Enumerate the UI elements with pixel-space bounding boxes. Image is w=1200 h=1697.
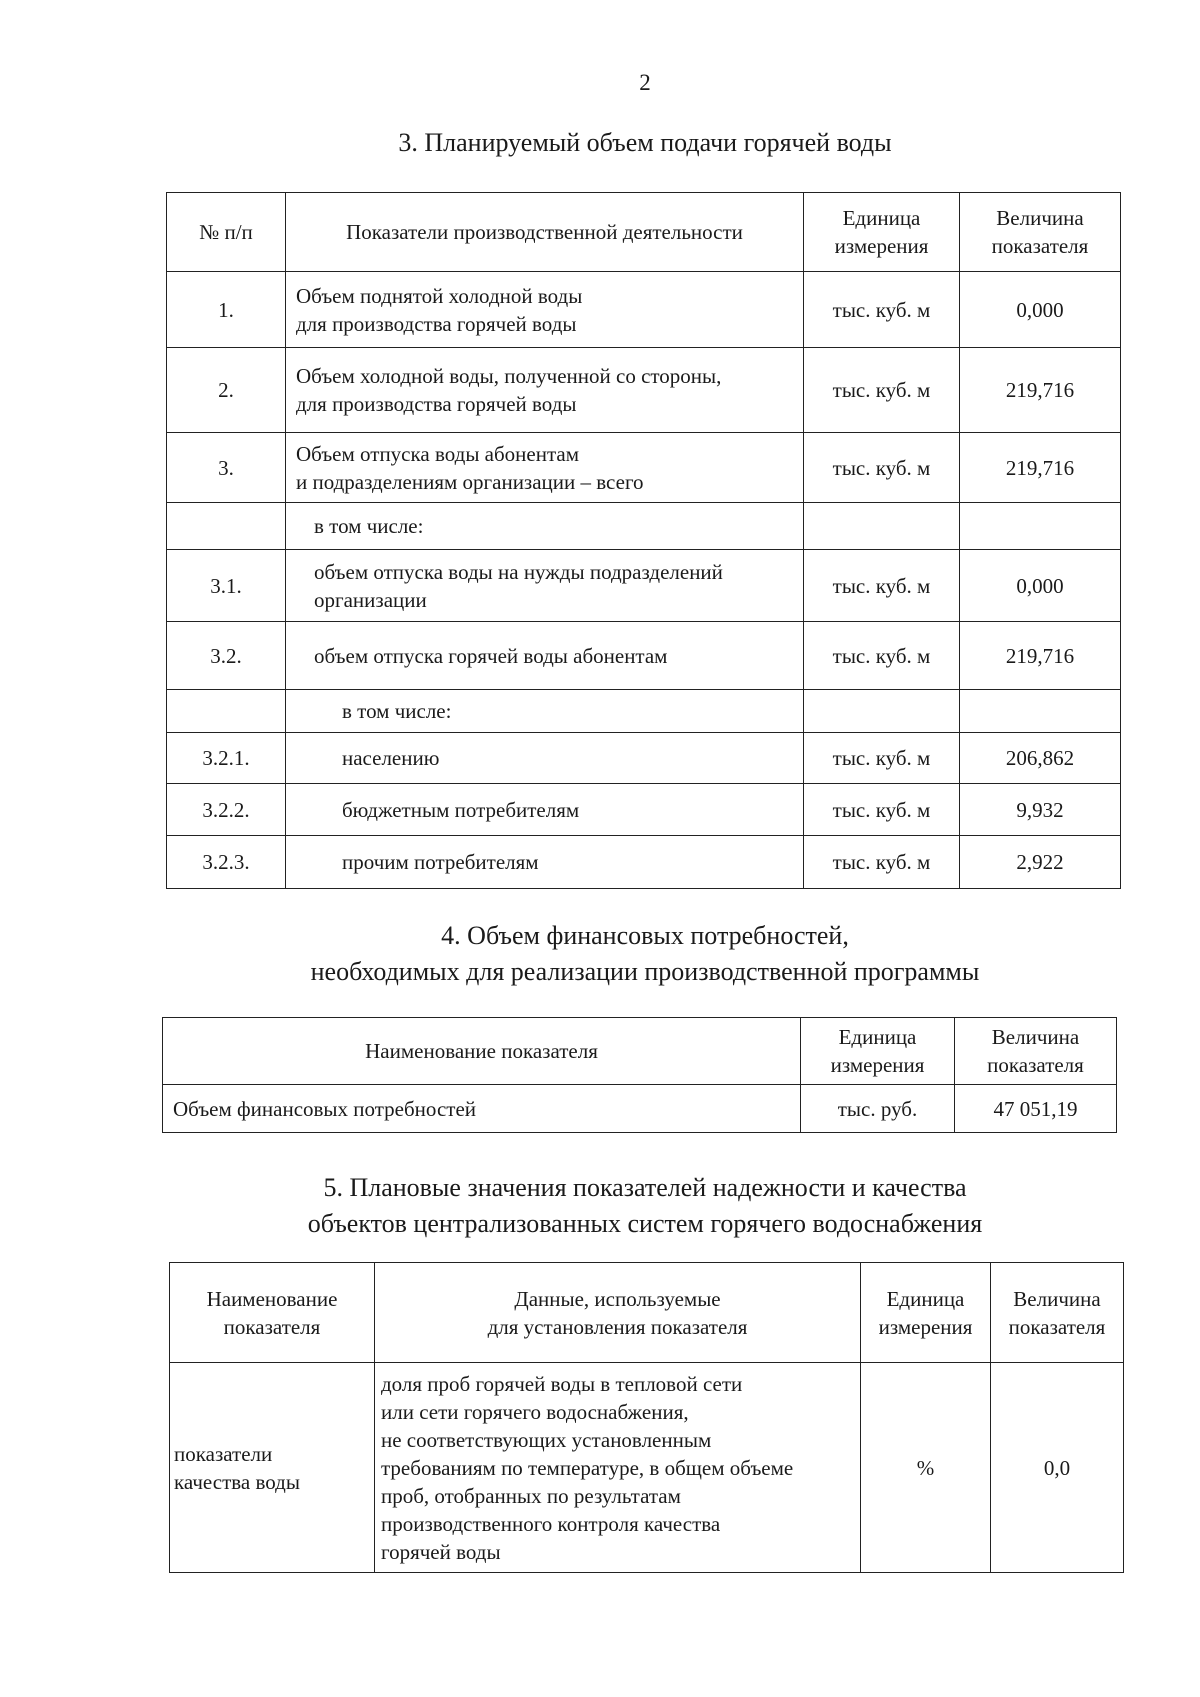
row-indicator: в том числе: [286,690,804,733]
row-num: 3.2.3. [167,836,286,889]
row-unit: тыс. куб. м [804,272,960,348]
table-row [167,348,1121,433]
row-num: 3.1. [167,550,286,622]
header-value-line2: показателя [991,234,1089,258]
row-indicator: прочим потребителям [286,836,804,889]
row-num: 3.2.1. [167,733,286,784]
header-value [960,193,1121,272]
row-indicator: в том числе: [286,503,804,550]
header-data [375,1263,861,1363]
row-data-line: горячей воды [381,1539,501,1564]
header-num: № п/п [167,193,286,272]
row-data-line: или сети горячего водоснабжения, [381,1399,689,1424]
header-value-line1: Величина [996,206,1084,230]
row-unit: тыс. куб. м [804,622,960,690]
reliability-quality-table [169,1262,1124,1573]
row-data-line: требованиям по температуре, в общем объеме [381,1455,794,1480]
row-value [960,503,1121,550]
table-header-row [163,1018,1117,1085]
row-name [170,1363,375,1573]
header-value [955,1018,1117,1085]
row-value: 219,716 [960,622,1121,690]
row-indicator: объем отпуска горячей воды абонентам [286,622,804,690]
row-value: 9,932 [960,784,1121,836]
row-indicator: бюджетным потребителям [286,784,804,836]
table-row [167,690,1121,733]
header-indicator: Показатели производственной деятельности [286,193,804,272]
row-indicator: населению [286,733,804,784]
header-unit [804,193,960,272]
row-unit: % [861,1363,991,1573]
table-row [167,836,1121,889]
row-num [167,690,286,733]
header-unit-line1: Единица [886,1286,965,1311]
table-row [163,1085,1117,1133]
row-unit: тыс. куб. м [804,836,960,889]
header-value-line1: Величина [991,1025,1080,1049]
row-value: 219,716 [960,433,1121,503]
header-unit-line1: Единица [842,206,921,230]
header-data-line2: для установления показателя [487,1314,748,1339]
header-unit-line2: измерения [830,1053,925,1077]
page-number: 2 [639,70,651,95]
row-value: 0,000 [960,550,1121,622]
header-value [991,1263,1124,1363]
table-row [167,733,1121,784]
row-unit: тыс. куб. м [804,733,960,784]
row-unit: тыс. куб. м [804,784,960,836]
financial-needs-table [162,1017,1117,1133]
section-5-title [160,1170,1130,1242]
row-unit: тыс. куб. м [804,550,960,622]
header-name: Наименование показателя [163,1018,801,1085]
section-5-title-line1: 5. Плановые значения показателей надежности и качества [323,1173,967,1202]
table-row [167,503,1121,550]
row-value: 219,716 [960,348,1121,433]
row-value: 0,000 [960,272,1121,348]
row-indicator-line2: и подразделениям организации – всего [296,469,644,494]
row-num: 3.2.2. [167,784,286,836]
header-unit-line2: измерения [878,1314,973,1339]
header-name [170,1263,375,1363]
row-value: 0,0 [991,1363,1124,1573]
hot-water-supply-table [166,192,1121,889]
row-indicator-line1: Объем отпуска воды абонентам [296,441,580,466]
row-value: 206,862 [960,733,1121,784]
row-indicator [286,348,804,433]
section-5-title-line2: объектов централизованных систем горячего водоснабжения [307,1209,983,1238]
section-3-title-text: 3. Планируемый объем подачи горячей воды [398,128,892,157]
row-data-line: не соответствующих установленным [381,1427,712,1452]
row-indicator [286,433,804,503]
header-name-line1: Наименование [206,1286,338,1311]
row-unit: тыс. куб. м [804,433,960,503]
row-value: 47 051,19 [955,1085,1117,1133]
row-unit: тыс. руб. [801,1085,955,1133]
table-row [170,1363,1124,1573]
row-num: 3. [167,433,286,503]
row-indicator-line2: для производства горячей воды [296,392,577,416]
section-4-title [160,918,1130,990]
row-data [375,1363,861,1573]
row-value [960,690,1121,733]
row-num [167,503,286,550]
table-row [167,272,1121,348]
header-value-line2: показателя [1008,1314,1106,1339]
row-unit: тыс. куб. м [804,348,960,433]
table-header-row [170,1263,1124,1363]
row-indicator [286,272,804,348]
row-name-line2: качества воды [174,1469,300,1494]
row-unit [804,503,960,550]
row-num: 3.2. [167,622,286,690]
table-row [167,433,1121,503]
section-4-title-line2: необходимых для реализации производственной программы [310,957,980,986]
row-indicator-line2: для производства горячей воды [296,311,577,336]
row-data-line: доля проб горячей воды в тепловой сети [381,1371,743,1396]
header-unit [861,1263,991,1363]
row-name: Объем финансовых потребностей [163,1085,801,1133]
table-header-row [167,193,1121,272]
section-4-title-line1: 4. Объем финансовых потребностей, [441,921,849,950]
row-name-line1: показатели [174,1441,273,1466]
row-indicator [286,550,804,622]
row-indicator-line1: объем отпуска воды на нужды подразделений [314,559,723,584]
header-unit-line2: измерения [834,234,929,258]
table-row [167,784,1121,836]
section-3-title [160,125,1130,161]
header-name-line2: показателя [223,1314,321,1339]
row-data-line: производственного контроля качества [381,1511,721,1536]
row-unit [804,690,960,733]
header-data-line1: Данные, используемые [514,1286,721,1311]
header-unit [801,1018,955,1085]
row-indicator-line2: организации [314,587,427,612]
row-indicator-line1: Объем холодной воды, полученной со стороны, [296,364,722,388]
row-data-line: проб, отобранных по результатам [381,1483,681,1508]
row-indicator-line1: Объем поднятой холодной воды [296,283,583,308]
row-num: 2. [167,348,286,433]
header-value-line1: Величина [1013,1286,1101,1311]
row-num: 1. [167,272,286,348]
row-value: 2,922 [960,836,1121,889]
header-value-line2: показателя [987,1053,1084,1077]
table-row [167,550,1121,622]
header-unit-line1: Единица [838,1025,917,1049]
table-row [167,622,1121,690]
